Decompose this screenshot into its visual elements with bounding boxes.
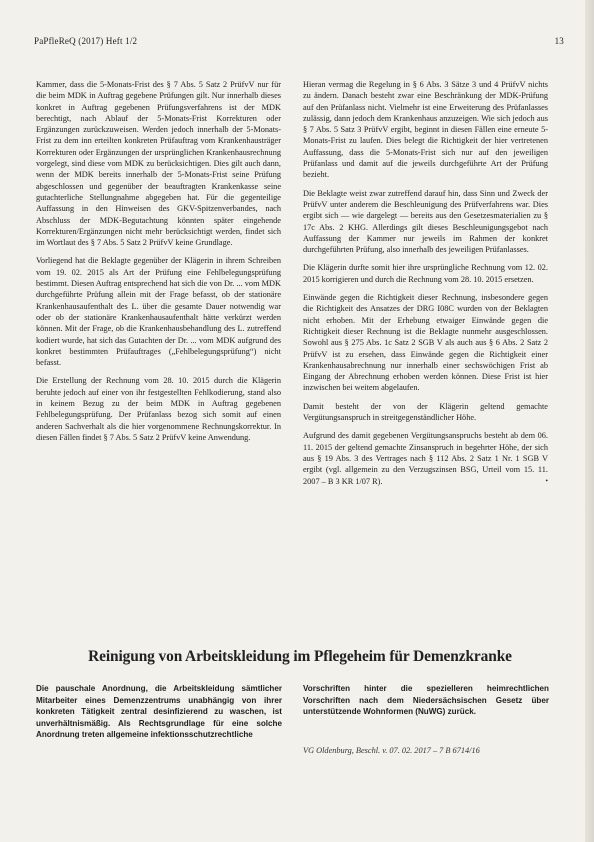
page-number: 13 — [554, 36, 564, 46]
article-title: Reinigung von Arbeitskleidung im Pflegeheim für Demenzkranke — [88, 648, 512, 665]
end-mark: • — [545, 476, 548, 485]
paragraph: Einwände gegen die Richtigkeit dieser Rechnung, insbesondere gegen die Richtigkeit des Ansatzes der DRG I08C wurden von der Beklagten nicht erhoben. Mit der Erhebung etwaiger Einwände gegen die Richtigkeit dieser Rechnung ist die Beklagte nunmehr ausgeschlossen. Sowohl aus § 275 Abs. 1c Satz 2 SGB V als auch aus § 6 Abs. 2 Satz 2 PrüfvV ist zu ersehen, dass Einwände gegen die Richtigkeit einer Krankenhausabrechnung nur innerhalb einer sechswöchigen Frist ab Eingang der Abrechnung erhoben werden können. Diese Frist ist hier inzwischen bei weitem abgelaufen. — [303, 293, 548, 393]
paragraph: Die Beklagte weist zwar zutreffend darauf hin, dass Sinn und Zweck der PrüfvV unter anderem die Beschleunigung des Prüfverfahrens war. Dies ergibt sich — wie dargelegt — bereits aus den Gesetzesmaterialien zu § 17c Abs. 2 KHG. Allerdings gilt dieses Beschleunigungsgebot nach Auffassung der Kammer nur jeweils im Rahmen der konkret durchgeführten Prüfung, also innerhalb des jeweiligen Prüfanlasses. — [303, 188, 548, 255]
headnote-right: Vorschriften hinter die spezielleren heimrechtlichen Vorschriften nach dem Niedersächsischen Gesetz über unterstützende Wohnformen (NuWG) zurück. — [303, 684, 549, 717]
paragraph: Die Erstellung der Rechnung vom 28. 10. 2015 durch die Klägerin beruhte jedoch auf einer von ihr festgestellten Fehlkodierung, stand also in keinem Bezug zu der beim MDK in Auftrag gegebenen Fehlbelegungsprüfung. Der Prüfanlass bezog sich somit auf einen anderen Sachverhalt als die hier vorgenommene Rechnungskorrektur. In diesen Fällen findet § 7 Abs. 5 Satz 2 PrüfvV keine Anwendung. — [36, 376, 281, 442]
right-column — [303, 79, 548, 487]
paragraph: Hieran vermag die Regelung in § 6 Abs. 3 Sätze 3 und 4 PrüfvV nichts zu ändern. Danach besteht zwar eine Beschränkung der MDK-Prüfung auf den Prüfanlass nicht. Vielmehr ist eine Erweiterung des Prüfanlasses zulässig, dann jedoch dem Krankenhaus anzuzeigen. Wie sich jedoch aus § 7 Abs. 5 Satz 3 PrüfvV ergibt, beginnt in diesen Fällen eine erneute 5-Monats-Frist zu laufen. Dies belegt die Richtigkeit der hier vertretenen Auffassung, dass die 5-Monats-Frist sich nur auf den jeweiligen Prüfanlass und damit auf die jeweils durchgeführte Art der Prüfung bezieht. — [303, 80, 548, 180]
page-edge — [585, 0, 594, 842]
running-header — [34, 36, 564, 50]
headnote-left: Die pauschale Anordnung, die Arbeitskleidung sämtlicher Mitarbeiter eines Demenzzentrums unabhängig von ihrer konkreten Tätigkeit zentral desinfizierend zu waschen, ist unverhältnismäßig. Als Rechtsgrundlage für eine solche Anordnung treten allgemeine infektionsschutzrechtliche — [36, 684, 282, 740]
paragraph-text: Aufgrund des damit gegebenen Vergütungsanspruchs besteht ab dem 06. 11. 2015 der geltend gemachte Zinsanspruch in begehrter Höhe, der sich aus § 19 Abs. 3 des Vertrages nach § 112 Abs. 2 Satz 1 Nr. 1 SGB V ergibt (vgl. allgemein zu den Verzugszinsen BSG, Urteil vom 15. 11. 2007 – B 3 KR 1/07 R). — [303, 431, 548, 486]
paragraph — [303, 430, 548, 486]
paragraph: Kammer, dass die 5-Monats-Frist des § 7 Abs. 5 Satz 2 PrüfvV nur für die beim MDK in Auftrag gegebene Prüfungen gilt. Nur innerhalb dieses konkret in Auftrag gegebenen Prüfungsverfahrens ist der MDK berechtigt, nach Ablauf der 5-Monats-Frist Korrekturen oder Ergänzungen zurückzuweisen. Werden jedoch innerhalb der 5-Monats-Frist zu dem inn erteilten konkreten Prüfauftrag vom Krankenhausträger Korrekturen oder Ergänzungen der ursprünglichen Krankenhausrechnung vorgelegt, sind diese vom MDK zu berücksichtigen. Dies gilt auch dann, wenn der MDK bereits innerhalb der 5-Monats-Frist seine Prüfung abgeschlossen und gegenüber der beauftragten Krankenkasse seine gutachterliche Stellungnahme abgegeben hat. Für die gegenteilige Auffassung in den Hinweisen des GKV-Spitzenverbandes, nach Abschluss der MDK-Begutachtung könnten später eingehende Korrekturen/Ergänzungen nicht mehr berücksichtigt werden, findet sich im Wortlaut des § 7 Abs. 5 Satz 2 PrüfvV keine Grundlage. — [36, 80, 281, 248]
paragraph: Vorliegend hat die Beklagte gegenüber der Klägerin in ihrem Schreiben vom 19. 02. 2015 als Art der Prüfung eine Fehlbelegungsprüfung bestimmt. Diesen Auftrag entsprechend hat sich die von Dr. ... vom MDK durchgeführte Prüfung allein mit der Frage befasst, ob der stationäre Krankenhausaufenthalt des L. über die gesamte Dauer notwendig war oder ob der stationäre Krankenhausaufenthalt hätte verkürzt werden können. Mit der Frage, ob die Krankenhausbehandlung des L. zutreffend kodiert wurde, hat sich das Gutachten der Dr. ... vom MDK aufgrund des konkret bestimmten Prüfauftrages („Fehlbelegungsprüfung“) nicht befasst. — [36, 256, 281, 368]
court-citation: VG Oldenburg, Beschl. v. 07. 02. 2017 – 7 B 6714/16 — [303, 746, 480, 755]
journal-title: PaPfleReQ (2017) Heft 1/2 — [34, 36, 138, 46]
left-column — [36, 79, 281, 443]
paragraph: Die Klägerin durfte somit hier ihre ursprüngliche Rechnung vom 12. 02. 2015 korrigieren und durch die Rechnung vom 28. 10. 2015 ersetzen. — [303, 263, 548, 284]
paragraph: Damit besteht der von der Klägerin geltend gemachte Vergütungsanspruch in streitgegenständlicher Höhe. — [303, 401, 548, 423]
